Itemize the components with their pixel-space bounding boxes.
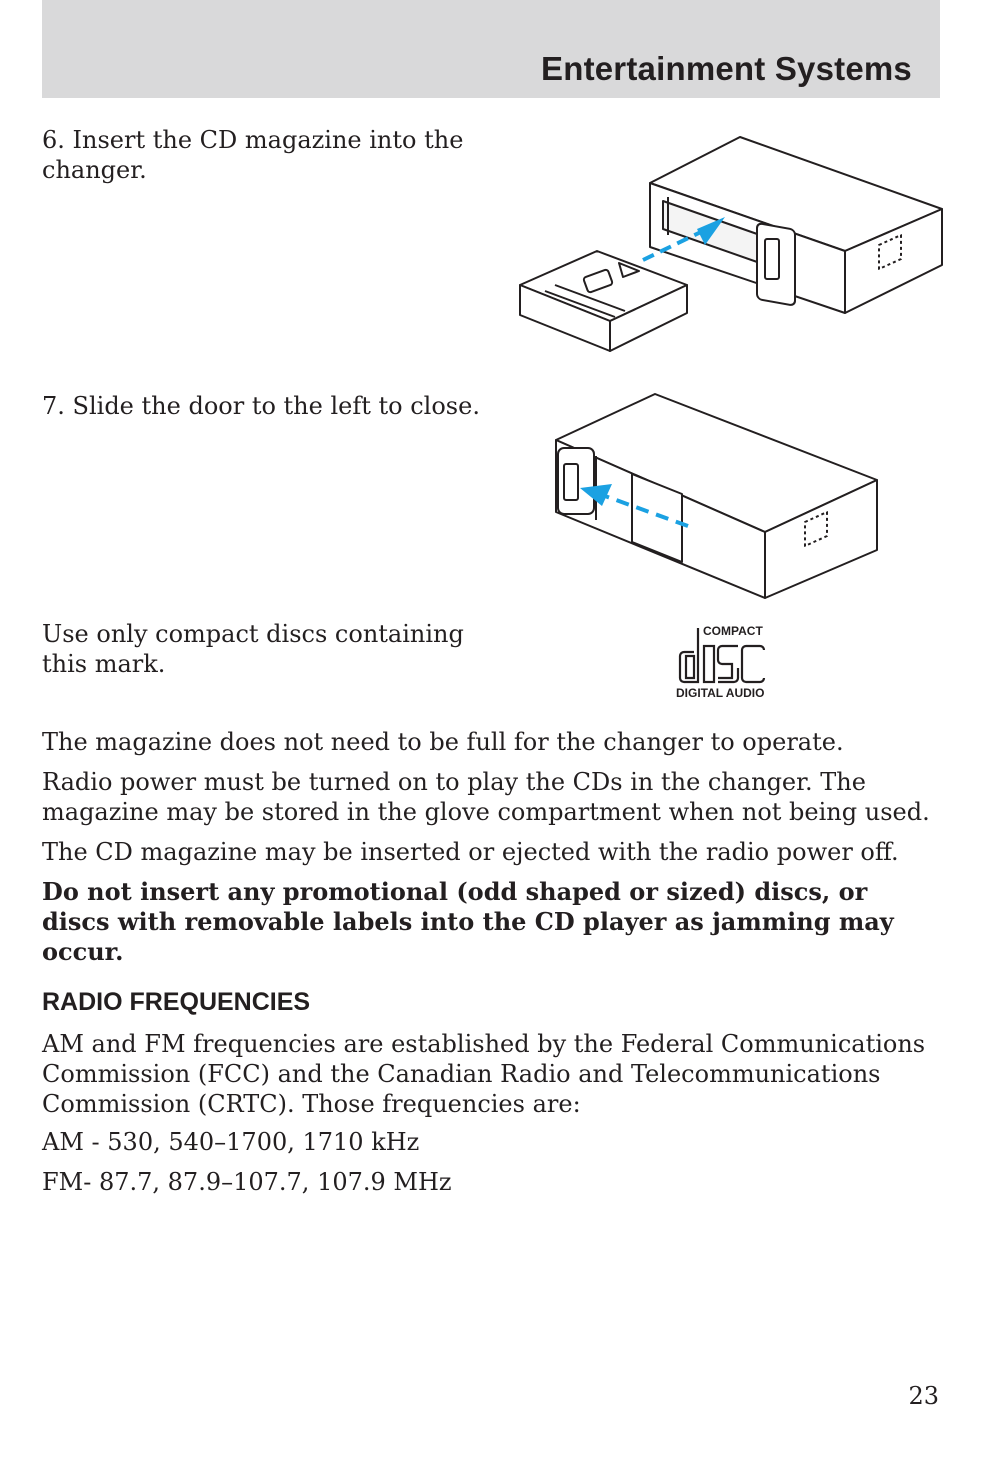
paragraph-radio-power: Radio power must be turned on to play the CDs in the changer. The magazine may be stored in the glove compartment when not being used. [42, 768, 930, 826]
step-6-text: 6. Insert the CD magazine into the changer. [42, 126, 464, 184]
page-number: 23 [908, 1382, 939, 1410]
header-bar [42, 0, 940, 98]
compact-disc-logo [676, 624, 768, 704]
disc-lettering-icon [678, 626, 766, 684]
logo-top-text: COMPACT [703, 624, 763, 638]
cd-mark-note: Use only compact discs containing this mark. [42, 620, 464, 678]
fm-frequencies: FM- 87.7, 87.9–107.7, 107.9 MHz [42, 1168, 452, 1196]
cd-magazine-insert-illustration [515, 135, 945, 355]
paragraph-insert-eject: The CD magazine may be inserted or ejected with the radio power off. [42, 838, 899, 866]
am-frequencies: AM - 530, 540–1700, 1710 kHz [42, 1128, 420, 1156]
door-slide-close-illustration [550, 392, 880, 602]
radio-intro-paragraph: AM and FM frequencies are established by the Federal Communications Commission (FCC) and the Canadian Radio and Telecommunications Commission (CRTC). Those frequencies are: [42, 1030, 926, 1118]
step-7-text: 7. Slide the door to the left to close. [42, 392, 480, 420]
logo-bottom-text: DIGITAL AUDIO [676, 686, 765, 700]
paragraph-magazine-full: The magazine does not need to be full for the changer to operate. [42, 728, 844, 756]
section-title: Entertainment Systems [541, 50, 912, 87]
radio-frequencies-heading: RADIO FREQUENCIES [42, 988, 311, 1016]
warning-paragraph: Do not insert any promotional (odd shaped or sized) discs, or discs with removable labels into the CD player as jamming may occur. [42, 877, 894, 966]
